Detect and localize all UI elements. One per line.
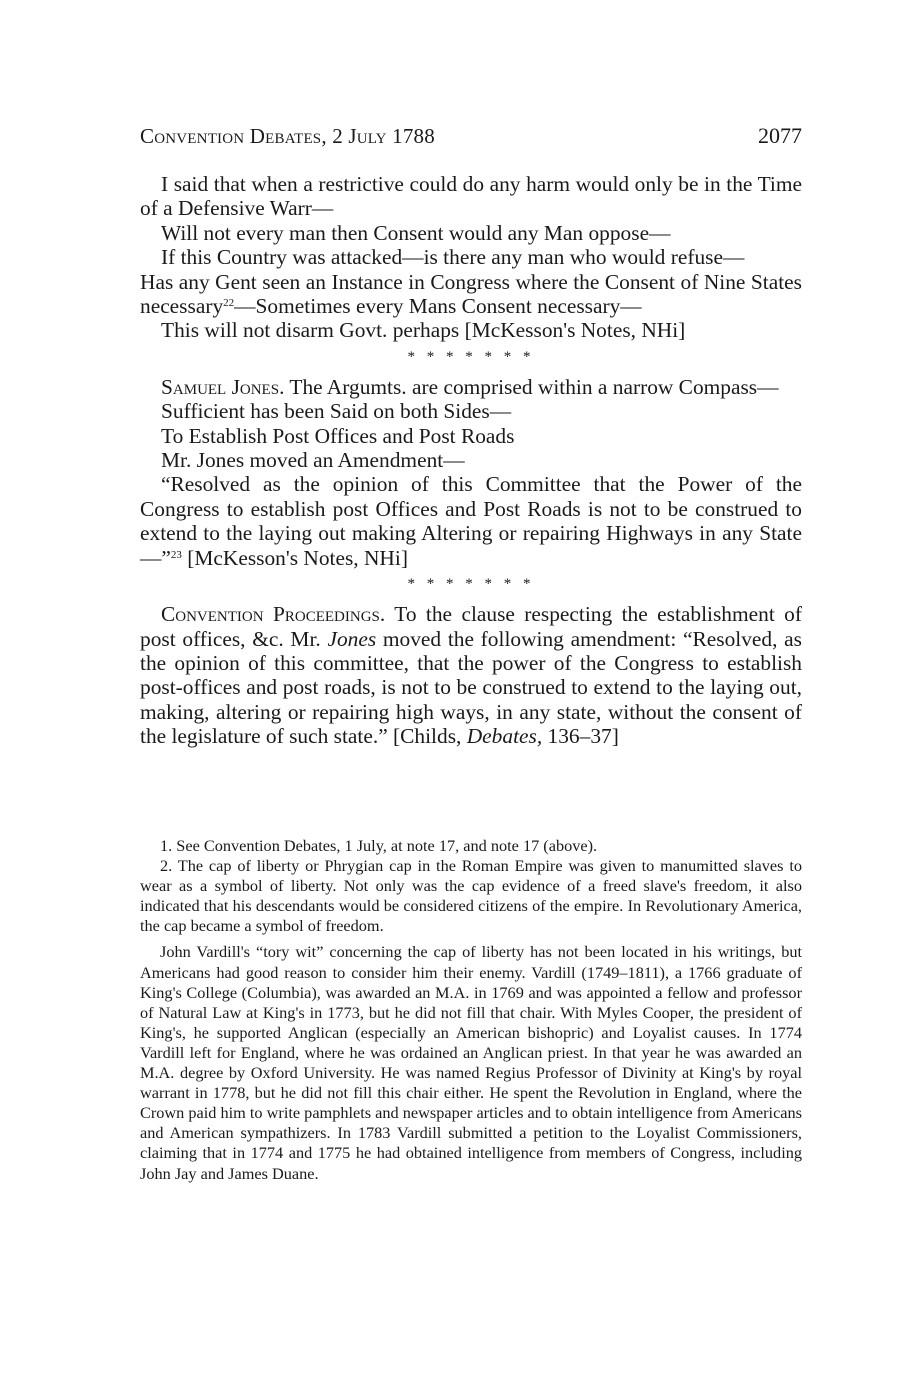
running-head xyxy=(140,121,802,151)
footnote: 2. The cap of liberty or Phrygian cap in the Roman Empire was given to manumitted slaves to wear as a symbol of liberty. Not only was the cap evidence of a freed slave's freedom, it also indicated that his descendants would be considered citizens of the empire. In Revolutionary America, the cap became a symbol of freedom. xyxy=(140,856,802,936)
paragraph xyxy=(140,375,802,399)
paragraph: Will not every man then Consent would any Man oppose— xyxy=(161,220,671,245)
paragraph: I said that when a restrictive could do any harm would only be in the Time of a Defensive Warr— xyxy=(140,172,802,221)
footnote-ref: 22 xyxy=(223,297,235,310)
running-title: Convention Debates, 2 July 1788 xyxy=(140,124,435,148)
paragraph: Mr. Jones moved an Amendment— xyxy=(161,448,465,473)
footnote-ref: 23 xyxy=(170,548,182,561)
paragraph xyxy=(140,602,802,748)
section-heading: Convention Proceedings xyxy=(161,602,380,627)
footnote: John Vardill's “tory wit” concerning the cap of liberty has not been located in his writings, but Americans had good reason to consider him their enemy. Vardill (1749–1811), a 1766 graduate of King's College (Columbia), was awarded an M.A. in 1769 and was appointed a fellow and professor of Natural Law at King's in 1773, but he did not fill that chair. With Myles Cooper, the president of King's, he supported Anglican (especially an American bishopric) and Loyalist causes. In 1774 Vardill left for England, where he was ordained an Anglican priest. In that year he was awarded an M.A. degree by Oxford University. He was named Regius Professor of Divinity at King's by royal warrant in 1778, but he did not fill this chair either. He spent the Revolution in England, where the Crown paid him to write pamphlets and newspaper articles and to obtain intelligence from Americans and American sympathizers. In 1783 Vardill submitted a petition to the Loyalist Commissioners, claiming that in 1774 and 1775 he had obtained intelligence from members of Congress, including John Jay and James Duane. xyxy=(140,942,802,1183)
paragraph-text: [McKesson's Notes, NHi] xyxy=(181,545,408,570)
paragraph: Sufficient has been Said on both Sides— xyxy=(161,399,512,424)
paragraph: To Establish Post Offices and Post Roads xyxy=(161,423,515,448)
paragraph: This will not disarm Govt. perhaps [McKesson's Notes, NHi] xyxy=(161,318,686,343)
name-italic: Jones xyxy=(327,626,377,651)
paragraph-text: . To the clause respecting the establishment of post offices, &c. Mr. xyxy=(140,602,802,651)
speaker-name: Samuel Jones xyxy=(161,374,280,399)
paragraph-text: Has any Gent seen an Instance in Congress where the Consent of Nine States necessary xyxy=(140,269,802,319)
paragraph xyxy=(140,472,802,570)
paragraph xyxy=(140,270,802,319)
footnotes xyxy=(140,836,802,1184)
paragraph: If this Country was attacked—is there any man who would refuse— xyxy=(161,245,745,270)
paragraph-text: . The Argumts. are comprised within a narrow Compass— xyxy=(279,374,779,399)
paragraph-text: —Sometimes every Mans Consent necessary— xyxy=(234,294,642,319)
paragraph-text: moved the following amendment: “Resolved, as the opinion of this committee, that the power of the Congress to establish post-offices and post roads, is not to be construed to extend to the laying out, making, altering or repairing high ways, in any state, without the consent of the legislature of such state.” [Childs, xyxy=(140,626,802,749)
paragraph-text: 136–37] xyxy=(542,724,619,749)
body-text xyxy=(140,172,802,749)
source-italic: Debates, xyxy=(466,724,543,749)
section-separator: * * * * * * * xyxy=(407,348,535,365)
paragraph-text: “Resolved as the opinion of this Committee that the Power of the Congress to establish post Offices and Post Roads is not to be construed to extend to the laying out making Altering or repairing Highways in any State—” xyxy=(140,472,802,570)
section-separator: * * * * * * * xyxy=(407,576,535,593)
page-number: 2077 xyxy=(758,123,802,148)
footnote: 1. See Convention Debates, 1 July, at note 17, and note 17 (above). xyxy=(160,836,598,855)
